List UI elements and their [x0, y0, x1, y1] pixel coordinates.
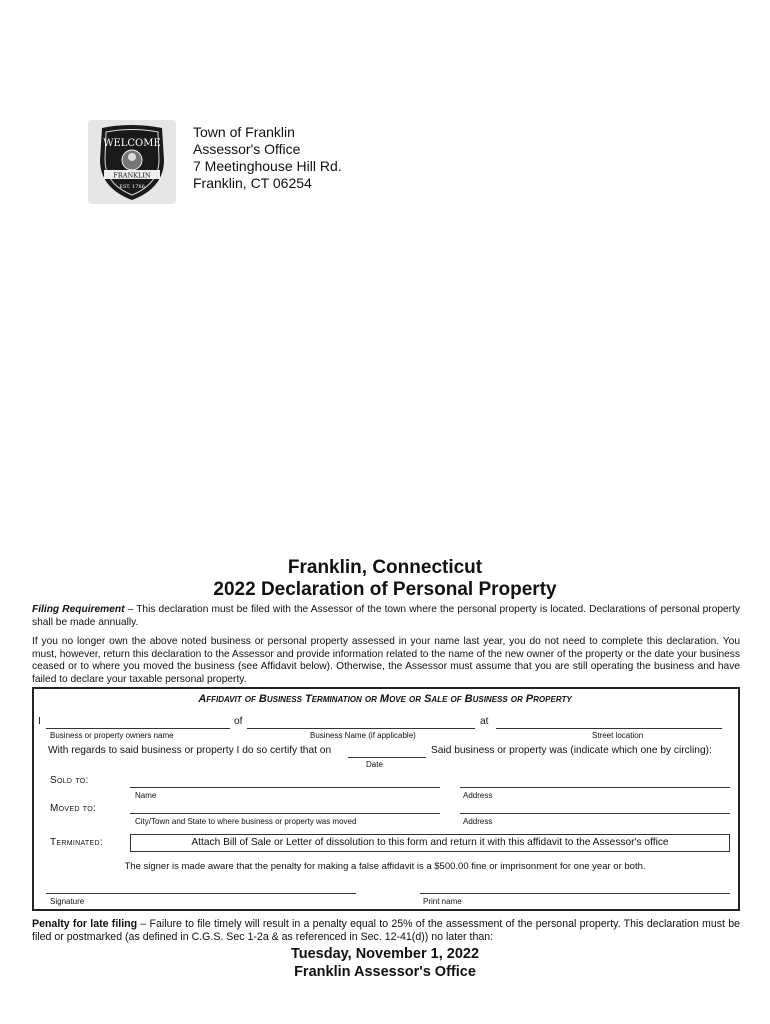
late-filing-label: Penalty for late filing — [32, 918, 138, 930]
of-label: of — [234, 716, 243, 727]
seal-welcome: WELCOME — [103, 138, 161, 149]
date-field[interactable] — [348, 757, 426, 758]
filing-requirement — [32, 604, 740, 629]
filing-requirement-label: Filing Requirement — [32, 604, 125, 615]
sold-to-name-caption: Name — [135, 791, 157, 800]
option-moved-to[interactable]: Moved to: — [50, 803, 97, 814]
signature-caption: Signature — [50, 897, 85, 906]
business-name-caption: Business Name (if applicable) — [310, 731, 416, 740]
affidavit-heading: Affidavit of Business Termination or Move or Sale of Business or Property — [198, 693, 572, 705]
document-title-line1: Franklin, Connecticut — [287, 557, 483, 578]
owner-name-caption: Business or property owners name — [50, 731, 174, 740]
false-affidavit-penalty: The signer is made aware that the penalty for making a false affidavit is a $500.00 fine or imprisonment for one year or both. — [124, 861, 646, 872]
signature-field[interactable] — [46, 893, 356, 894]
business-name-field[interactable] — [247, 728, 475, 729]
late-filing-text: – Failure to file timely will result in a penalty equal to 25% of the assessment of the personal property. This declaration must be filed or postmarked (as defined in C.G.S. Sec 1-2a & as referenced in Sec. 12-41(d)) no later than: — [32, 918, 740, 943]
address-line: Assessor's Office — [193, 141, 301, 157]
street-location-caption: Street location — [592, 731, 644, 740]
street-location-field[interactable] — [496, 728, 722, 729]
moved-to-address-field[interactable] — [460, 813, 730, 814]
seal-graphic — [88, 120, 176, 204]
filing-requirement-text: – This declaration must be filed with the Assessor of the town where the personal property is located. Declarations of personal property shall be made annually. — [32, 604, 741, 628]
sold-to-address-field[interactable] — [460, 787, 730, 788]
address-line: 7 Meetinghouse Hill Rd. — [193, 158, 342, 174]
at-label: at — [480, 716, 489, 727]
filing-deadline: Tuesday, November 1, 2022 — [290, 946, 480, 962]
assessor-office-signoff: Franklin Assessor's Office — [294, 964, 476, 980]
late-filing-penalty — [32, 918, 740, 944]
option-terminated[interactable]: Terminated: — [50, 837, 103, 848]
print-name-field[interactable] — [420, 893, 730, 894]
regards-text: With regards to said business or property I do so certify that on — [48, 745, 332, 756]
owner-name-field[interactable] — [46, 728, 230, 729]
moved-to-city-field[interactable] — [130, 813, 440, 814]
print-name-caption: Print name — [423, 897, 462, 906]
i-label: I — [38, 716, 41, 727]
no-longer-own-paragraph: If you no longer own the above noted business or personal property assessed in your name last year, you do not need to complete this declaration. You must, however, return this declaration to the Assessor and provide information related to the name of the new owner of the property or the date your business ceased or to where you moved the business (see Affidavit below). Otherwise, the Assessor must assume that you are still operating the business and have failed to declare your taxable personal property. — [32, 636, 740, 685]
assessor-address — [193, 124, 342, 192]
terminated-instructions: Attach Bill of Sale or Letter of dissolution to this form and return it with this affidavit to the Assessor's office — [130, 834, 730, 852]
address-line: Town of Franklin — [193, 124, 295, 140]
sold-to-name-field[interactable] — [130, 787, 440, 788]
address-line: Franklin, CT 06254 — [193, 175, 312, 191]
said-business-text: Said business or property was (indicate which one by circling): — [431, 745, 712, 756]
town-seal-logo — [88, 120, 176, 204]
seal-town-name: FRANKLIN — [113, 171, 151, 180]
date-caption: Date — [366, 760, 383, 769]
moved-to-address-caption: Address — [463, 817, 493, 826]
sold-to-address-caption: Address — [463, 791, 493, 800]
seal-est: EST. 1786 — [119, 184, 145, 190]
option-sold-to[interactable]: Sold to: — [50, 775, 89, 786]
moved-to-city-caption: City/Town and State to where business or property was moved — [135, 817, 357, 826]
document-title-line2: 2022 Declaration of Personal Property — [213, 579, 557, 600]
